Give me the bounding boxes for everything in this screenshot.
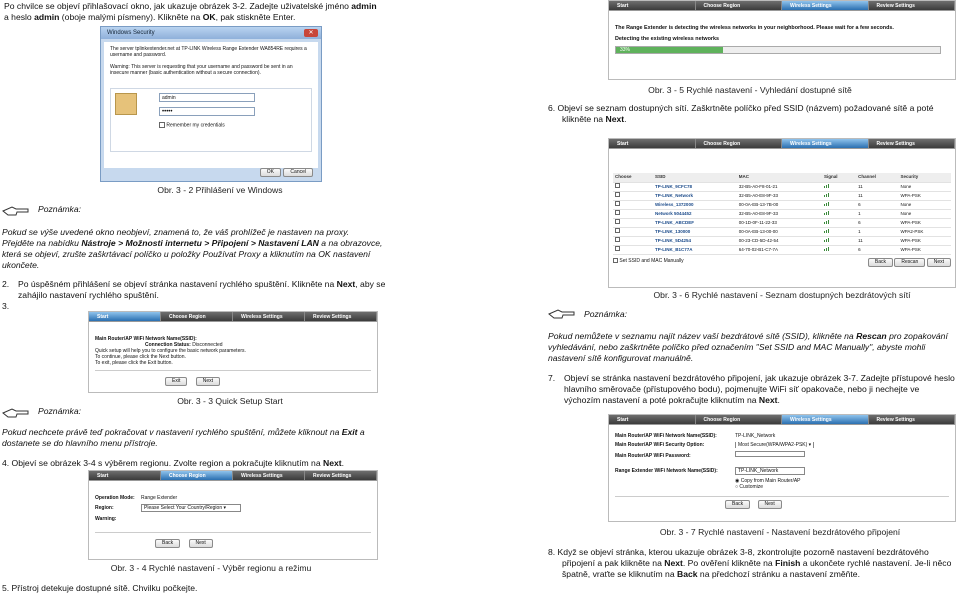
wizard-tabs bbox=[89, 471, 377, 481]
step-text: 8. Když se objeví stránka, kterou ukazuje obrázek 3-8, zkontrolujte pozorně nastavení bezdrátového připojení a pak klikněte na Next. Po ověření klikněte na Finish a ukončete rychlé nastavení. Je-li něco špatně, vraťte se kliknutím na Back na předchozí stránku a nastavení změňte. bbox=[548, 547, 952, 579]
credentials-box bbox=[110, 88, 312, 152]
channel-cell: 1 bbox=[856, 209, 898, 218]
ssid-list-screenshot bbox=[608, 138, 956, 288]
wireless-settings-screenshot: Start Choose Region Wireless Settings Review Settings Main Router/AP WiFi Network Name(SSID): TP-LINK_Network Main Router/AP WiFi Security Option: Most Secure(WPA/WPA2-PSK) ▾ Main Router/AP WiFi Password: Range Extender WiFi Network Name(SSID): TP-LINK_Network ◉ Copy from Main Router/AP ○ Customize Back Next bbox=[608, 414, 956, 522]
mac-cell: 00-0A-EB-13-7B-00 bbox=[737, 200, 822, 209]
signal-bars-icon bbox=[822, 236, 856, 245]
manual-checkbox[interactable] bbox=[613, 258, 618, 263]
dialog-titlebar: Windows Security ✕ bbox=[101, 27, 321, 39]
mac-cell: 32-B5-A0-E8-9F-33 bbox=[737, 191, 822, 200]
mac-cell: 32-B5-A0-F8-01-21 bbox=[737, 182, 822, 191]
step-text: 4. Objeví se obrázek 3-4 s výběrem regionu. Zvolte region a pokračujte kliknutím na Next. bbox=[2, 458, 345, 468]
note-label: Poznámka: bbox=[38, 406, 81, 416]
ssid-cell: TP-LINK_B1C77A bbox=[653, 245, 737, 254]
tab-start: Start bbox=[609, 139, 696, 148]
customize-radio[interactable]: ○ bbox=[735, 484, 740, 490]
note-text: Pokud se výše uvedené okno neobjeví, znamená to, že váš prohlížeč je nastaven na proxy. Přejděte na nabídku Nástroje > Možnosti internetu > Připojení > Nastavení LAN a na obrazovce, která se objeví, zrušte zaškrtávací políčko u položky Používat Proxy a kliknutím na OK nastavení ukončete. bbox=[2, 227, 383, 270]
table-row[interactable] bbox=[613, 191, 951, 200]
note-hand-icon bbox=[2, 203, 30, 217]
choose-checkbox[interactable] bbox=[613, 227, 653, 236]
step-text: Po úspěšném přihlášení se objeví stránka nastavení rychlého spuštění. Klikněte na Next, aby se zahájilo nastavení rychlého spuštění. bbox=[18, 279, 386, 300]
region-select[interactable]: Please Select Your Country/Region ▾ bbox=[141, 504, 241, 512]
tab-choose-region: Choose Region bbox=[161, 312, 233, 321]
progress-bar: 33% bbox=[615, 46, 941, 54]
figure-caption-3-3: Obr. 3 - 3 Quick Setup Start bbox=[177, 396, 283, 406]
dialog-warning: Warning: This server is requesting that your username and password be sent in an insecure manner (basic authentication without a secure connection). bbox=[110, 64, 293, 76]
tab-review-settings: Review Settings bbox=[305, 312, 377, 321]
ssid-cell: Network 5044452 bbox=[653, 209, 737, 218]
tab-wireless-settings: Wireless Settings bbox=[782, 1, 869, 10]
channel-cell: 11 bbox=[856, 182, 898, 191]
tab-review-settings: Review Settings bbox=[869, 1, 956, 10]
ssid-cell: TP-LINK_9CFC78 bbox=[653, 182, 737, 191]
table-row[interactable] bbox=[613, 245, 951, 254]
security-cell: WPA-PSK bbox=[899, 245, 952, 254]
channel-cell: 6 bbox=[856, 245, 898, 254]
tab-start: Start bbox=[89, 471, 161, 480]
security-cell: None bbox=[899, 182, 952, 191]
exit-button[interactable]: Exit bbox=[165, 377, 187, 386]
table-row[interactable] bbox=[613, 236, 951, 245]
signal-bars-icon bbox=[822, 209, 856, 218]
signal-bars-icon bbox=[822, 182, 856, 191]
security-cell: None bbox=[899, 209, 952, 218]
step-number: 7. bbox=[548, 373, 556, 383]
step-number: 3. bbox=[2, 301, 10, 311]
figure-caption-3-6: Obr. 3 - 6 Rychlé nastavení - Seznam dostupných bezdrátových sítí bbox=[653, 290, 911, 300]
next-button[interactable]: Next bbox=[189, 539, 213, 548]
step-text: 5. Přístroj detekuje dostupné sítě. Chvilku počkejte. bbox=[2, 583, 198, 593]
security-select[interactable]: Most Secure(WPA/WPA2-PSK) ▾ bbox=[735, 442, 814, 448]
security-cell: None bbox=[899, 200, 952, 209]
note-label: Poznámka: bbox=[584, 309, 627, 319]
copy-radio[interactable]: ◉ bbox=[735, 478, 741, 484]
next-button[interactable]: Next bbox=[196, 377, 220, 386]
wizard-tabs bbox=[609, 139, 955, 149]
choose-checkbox[interactable] bbox=[613, 236, 653, 245]
close-icon[interactable]: ✕ bbox=[304, 29, 318, 37]
user-avatar bbox=[115, 93, 137, 115]
password-field[interactable] bbox=[735, 451, 805, 457]
manual-row: Set SSID and MAC Manually Back Rescan Next bbox=[613, 258, 951, 267]
ssid-cell: Wireless_1372000 bbox=[653, 200, 737, 209]
signal-bars-icon bbox=[822, 218, 856, 227]
mac-cell: 32-B5-A0-E8-9F-33 bbox=[737, 209, 822, 218]
mac-cell: 00-1D-0F-11-22-33 bbox=[737, 218, 822, 227]
tab-wireless-settings: Wireless Settings bbox=[782, 139, 869, 148]
tab-wireless-settings: Wireless Settings bbox=[233, 471, 305, 480]
choose-checkbox[interactable] bbox=[613, 191, 653, 200]
step-text: Objeví se stránka nastavení bezdrátového připojení, jak ukazuje obrázek 3-7. Zadejte přístupové heslo hlavního směrovače (přístupového bodu), pojmenujte WiFi síť opakovače, nebo ji nechejte ve výchozím nastavení a poté pokračujte kliknutím na Next. bbox=[564, 373, 955, 405]
tab-choose-region: Choose Region bbox=[161, 471, 233, 480]
step-number: 2. bbox=[2, 279, 10, 289]
wizard-tabs bbox=[609, 1, 955, 11]
figure-caption-3-4: Obr. 3 - 4 Rychlé nastavení - Výběr regionu a režimu bbox=[110, 563, 312, 573]
quick-setup-screenshot: Start Choose Region Wireless Settings Review Settings Main Router/AP WiFi Network Name(SSID): Connection Status: Disconnected Quick setup will help you to configure the basic network parameters. To continue, please click the Next button. To exit, please click the Exit button. Exit Next bbox=[88, 311, 378, 393]
table-row[interactable] bbox=[613, 218, 951, 227]
next-button[interactable]: Next bbox=[927, 258, 951, 267]
signal-bars-icon bbox=[822, 227, 856, 236]
tab-review-settings: Review Settings bbox=[869, 415, 956, 424]
mac-cell: 64-70-02-B1-C7-7A bbox=[737, 245, 822, 254]
ssid-cell: TP-LINK_ABCDEF bbox=[653, 218, 737, 227]
detect-networks-screenshot: Start Choose Region Wireless Settings Review Settings The Range Extender is detecting the wireless networks in your neighborhood. Please wait for a few seconds. Detecting the existing wireless networks 33% bbox=[608, 0, 956, 80]
choose-checkbox[interactable] bbox=[613, 245, 653, 254]
ssid-cell: TP-LINK_5D4254 bbox=[653, 236, 737, 245]
cancel-button[interactable]: Cancel bbox=[283, 168, 313, 177]
wizard-tabs bbox=[89, 312, 377, 322]
table-row[interactable] bbox=[613, 227, 951, 236]
tab-choose-region: Choose Region bbox=[696, 415, 783, 424]
tab-wireless-settings: Wireless Settings bbox=[782, 415, 869, 424]
security-cell: WPA2-PSK bbox=[899, 227, 952, 236]
ssid-cell: TP-LINK_130000 bbox=[653, 227, 737, 236]
step-text: 6. Objeví se seznam dostupných sítí. Zaškrtněte políčko před SSID (názvem) požadované sítě a poté klikněte na Next. bbox=[548, 103, 934, 124]
note-label: Poznámka: bbox=[38, 204, 81, 214]
ok-button[interactable]: OK bbox=[260, 168, 281, 177]
back-button[interactable]: Back bbox=[155, 539, 180, 548]
progress-fill bbox=[616, 47, 723, 53]
security-cell: WPA-PSK bbox=[899, 218, 952, 227]
rescan-button[interactable]: Rescan bbox=[894, 258, 925, 267]
table-row[interactable] bbox=[613, 200, 951, 209]
figure-caption-3-7: Obr. 3 - 7 Rychlé nastavení - Nastavení bezdrátového připojení bbox=[659, 527, 901, 537]
password-field[interactable]: ••••• bbox=[159, 107, 255, 116]
note-text: Pokud nemůžete v seznamu najít název vaší bezdrátové sítě (SSID), klikněte na Rescan pro zopakování vyhledávání, nebo zaškrtněte políčko před označením "Set SSID and MAC Manually", abyste mohli nastavení sítě konfigurovat manuálně. bbox=[548, 331, 948, 363]
windows-security-dialog bbox=[100, 26, 322, 182]
figure-caption-3-2: Obr. 3 - 2 Přihlášení ve Windows bbox=[157, 185, 283, 195]
signal-bars-icon bbox=[822, 245, 856, 254]
choose-checkbox[interactable] bbox=[613, 182, 653, 191]
tab-choose-region: Choose Region bbox=[696, 139, 783, 148]
mac-cell: 00-0A-EB-13-00-00 bbox=[737, 227, 822, 236]
back-button[interactable]: Back bbox=[868, 258, 893, 267]
ssid-table bbox=[613, 173, 951, 255]
tab-start: Start bbox=[609, 1, 696, 10]
tab-wireless-settings: Wireless Settings bbox=[233, 312, 305, 321]
extender-ssid-field[interactable]: TP-LINK_Network bbox=[735, 467, 805, 475]
username-field[interactable]: admin bbox=[159, 93, 255, 102]
choose-region-screenshot: Start Choose Region Wireless Settings Review Settings Operation Mode: Range Extender Region: Please Select Your Country/Region ▾ Warning: Back Next bbox=[88, 470, 378, 560]
choose-checkbox[interactable] bbox=[613, 218, 653, 227]
security-cell: WPA-PSK bbox=[899, 191, 952, 200]
mac-cell: 00-23-CD-5D-42-54 bbox=[737, 236, 822, 245]
note-text: Pokud nechcete právě teď pokračovat v nastavení rychlého spuštění, můžete kliknout na Exit a dostanete se do hlavního menu přístroje. bbox=[2, 427, 365, 448]
ssid-cell: TP-LINK_Network bbox=[653, 191, 737, 200]
back-button[interactable]: Back bbox=[725, 500, 750, 509]
choose-checkbox[interactable] bbox=[613, 209, 653, 218]
choose-checkbox[interactable] bbox=[613, 200, 653, 209]
dialog-message: The server tplinkextender.net at TP-LINK Wireless Range Extender WA854RE requires a username and password. bbox=[110, 46, 307, 58]
signal-bars-icon bbox=[822, 191, 856, 200]
intro-paragraph: Po chvilce se objeví přihlašovací okno, jak ukazuje obrázek 3-2. Zadejte uživatelské jméno admin a heslo admin (oboje malými písmeny). Klikněte na OK, pak stiskněte Enter. bbox=[4, 1, 377, 22]
tab-choose-region: Choose Region bbox=[696, 1, 783, 10]
channel-cell: 6 bbox=[856, 218, 898, 227]
signal-bars-icon bbox=[822, 200, 856, 209]
table-row[interactable] bbox=[613, 209, 951, 218]
table-header-row: Choose SSID MAC Signal Channel Security bbox=[613, 173, 951, 182]
remember-row: Remember my credentials bbox=[159, 122, 225, 129]
next-button[interactable]: Next bbox=[758, 500, 782, 509]
channel-cell: 11 bbox=[856, 236, 898, 245]
security-cell: WPA-PSK bbox=[899, 236, 952, 245]
channel-cell: 11 bbox=[856, 191, 898, 200]
wizard-tabs bbox=[609, 415, 955, 425]
table-row[interactable] bbox=[613, 182, 951, 191]
channel-cell: 1 bbox=[856, 227, 898, 236]
tab-start: Start bbox=[89, 312, 161, 321]
tab-start: Start bbox=[609, 415, 696, 424]
channel-cell: 6 bbox=[856, 200, 898, 209]
remember-checkbox[interactable] bbox=[159, 122, 165, 128]
tab-review-settings: Review Settings bbox=[305, 471, 377, 480]
figure-caption-3-5: Obr. 3 - 5 Rychlé nastavení - Vyhledání dostupné sítě bbox=[648, 85, 852, 95]
note-hand-icon bbox=[548, 306, 576, 320]
tab-review-settings: Review Settings bbox=[869, 139, 956, 148]
note-hand-icon bbox=[2, 405, 30, 419]
